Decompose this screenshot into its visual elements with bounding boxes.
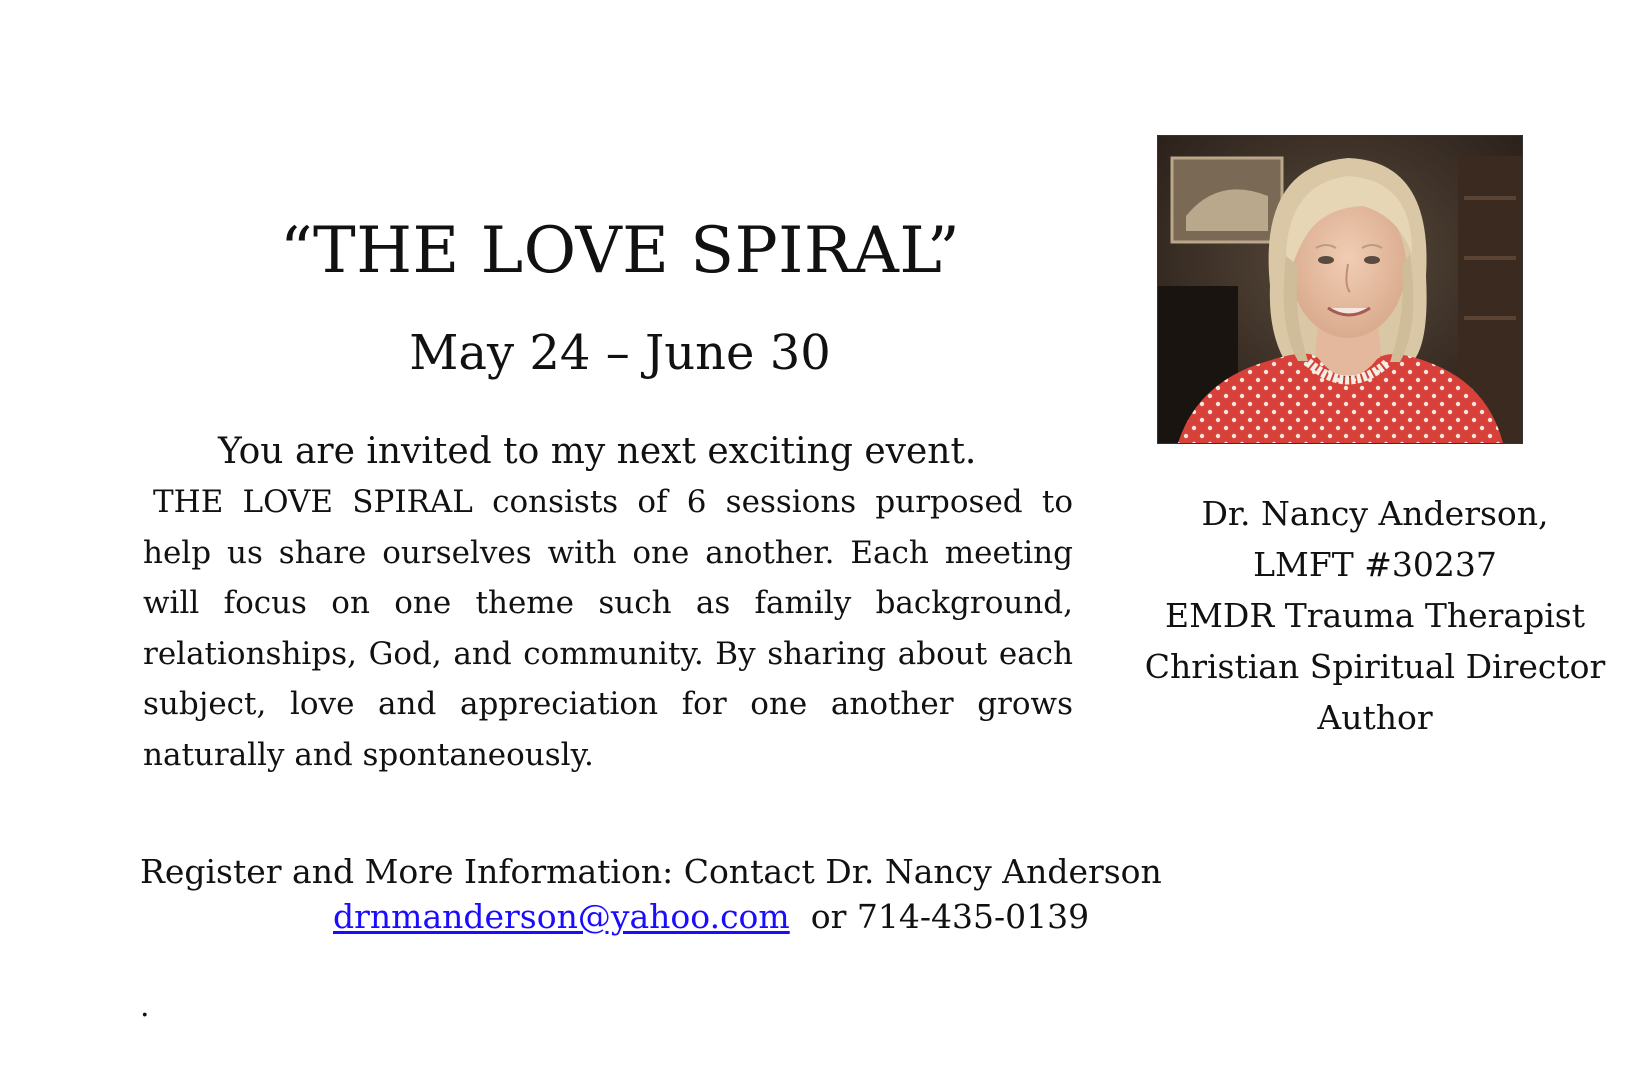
author-portrait xyxy=(1157,135,1523,444)
event-title: “THE LOVE SPIRAL” xyxy=(279,214,961,288)
register-line: Register and More Information: Contact Dr. Nancy Anderson xyxy=(140,852,1162,891)
event-dates: May 24 – June 30 xyxy=(409,325,831,381)
license-number: LMFT #30237 xyxy=(1253,545,1497,584)
author-name: Dr. Nancy Anderson, xyxy=(1201,494,1549,533)
contact-line xyxy=(333,895,1089,939)
credential-spiritual-director: Christian Spiritual Director xyxy=(1144,647,1606,686)
author-credentials xyxy=(1140,488,1610,743)
credential-author: Author xyxy=(1317,698,1433,737)
phone-text: or 714-435-0139 xyxy=(789,897,1090,936)
trailing-period: . xyxy=(140,989,150,1024)
invitation-line: You are invited to my next exciting event. xyxy=(218,431,977,472)
credential-emdr: EMDR Trauma Therapist xyxy=(1165,596,1585,635)
event-description: THE LOVE SPIRAL consists of 6 sessions purposed to help us share ourselves with one another. Each meeting will focus on one theme such as family background, relationships, God, and community. By sharing about each subject, love and appreciation for one another grows naturally and spontaneously. xyxy=(143,484,1073,773)
email-link[interactable]: drnmanderson@yahoo.com xyxy=(333,897,790,936)
